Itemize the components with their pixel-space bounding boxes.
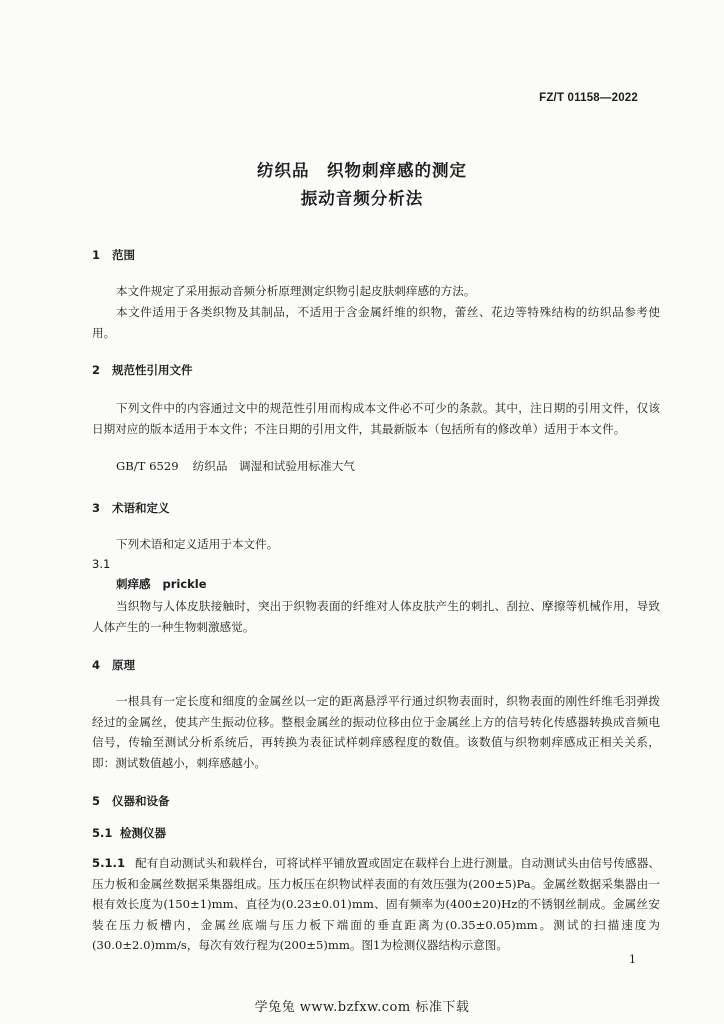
reference-title: 纺织品 调湿和试验用标准大气 — [192, 459, 355, 473]
section-number: 5 — [92, 794, 101, 808]
section-number: 4 — [92, 658, 101, 672]
subsection-5-1-heading — [92, 825, 166, 841]
term-english: prickle — [162, 577, 207, 591]
subsection-title: 检测仪器 — [120, 826, 166, 840]
page-number: 1 — [629, 953, 636, 966]
term-entry — [116, 576, 207, 592]
section-1-heading — [92, 247, 135, 263]
term-definition: 当织物与人体皮肤接触时，突出于织物表面的纤维对人体皮肤产生的刺扎、刮拉、摩擦等机械作用，导致人体产生的一种生物刺激感觉。 — [92, 599, 660, 634]
document-title-line1: 纺织品 织物刺痒感的测定 — [257, 161, 467, 180]
section-2-heading — [92, 362, 193, 378]
section-4-paragraph-1: 一根具有一定长度和细度的金属丝以一定的距离悬浮平行通过织物表面时，织物表面的刚性纤维毛羽弹拨经过的金属丝，使其产生振动位移。整根金属丝的振动位移由位于金属丝上方的信号转化传感器转换成音频电信号，传输至测试分析系统后，再转换为表征试样刺痒感程度的数值。该数值与织物刺痒感成正相关关系，即：测试数值越小，刺痒感越小。 — [92, 694, 660, 770]
section-title: 原理 — [112, 658, 135, 672]
section-title: 仪器和设备 — [112, 794, 170, 808]
subsection-number: 5.1 — [92, 826, 113, 840]
item-5-1-1 — [92, 853, 660, 956]
item-number: 5.1.1 — [92, 856, 126, 870]
section-title: 范围 — [112, 248, 135, 262]
section-title: 规范性引用文件 — [112, 363, 193, 377]
section-1-paragraph-2: 本文件适用于各类织物及其制品，不适用于含金属纤维的织物，蕾丝、花边等特殊结构的纺织品参考使用。 — [92, 305, 660, 340]
section-5-heading — [92, 793, 170, 809]
section-3-paragraph-1: 下列术语和定义适用于本文件。 — [116, 537, 279, 551]
watermark-footer: 学兔兔 www.bzfxw.com 标准下载 — [254, 1000, 470, 1015]
reference-code: GB/T 6529 — [116, 459, 179, 473]
section-3-heading — [92, 500, 170, 516]
section-2-paragraph-1: 下列文件中的内容通过文中的规范性引用而构成本文件必不可少的条款。其中，注日期的引用文件，仅该日期对应的版本适用于本文件；不注日期的引用文件，其最新版本（包括所有的修改单）适用于本文件。 — [92, 401, 660, 436]
normative-reference — [116, 458, 369, 474]
section-title: 术语和定义 — [112, 501, 170, 515]
term-chinese: 刺痒感 — [116, 577, 151, 591]
section-1-paragraph-1: 本文件规定了采用振动音频分析原理测定织物引起皮肤刺痒感的方法。 — [116, 284, 476, 298]
section-number: 3 — [92, 501, 101, 515]
section-number: 1 — [92, 248, 101, 262]
clause-number-3-1: 3.1 — [92, 557, 111, 571]
document-title-line2: 振动音频分析法 — [300, 189, 424, 208]
section-4-heading — [92, 657, 135, 673]
standard-number: FZ/T 01158—2022 — [539, 92, 638, 104]
item-text: 配有自动测试头和载样台，可将试样平铺放置或固定在载样台上进行测量。自动测试头由信号传感器、压力板和金属丝数据采集器组成。压力板压在织物试样表面的有效压强为(200±5)Pa。金属丝数据采集器由一根有效长度为(150±1)mm、直径为(0.23±0.01)mm、固有频率为(400±20)Hz的不锈钢丝制成。金属丝安装在压力板槽内，金属丝底端与压力板下端面的垂直距离为(0.35±0.05)mm。测试的扫描速度为(30.0±2.0)mm/s，每次有效行程为(200±5)mm。图1为检测仪器结构示意图。 — [92, 856, 660, 952]
section-number: 2 — [92, 363, 101, 377]
